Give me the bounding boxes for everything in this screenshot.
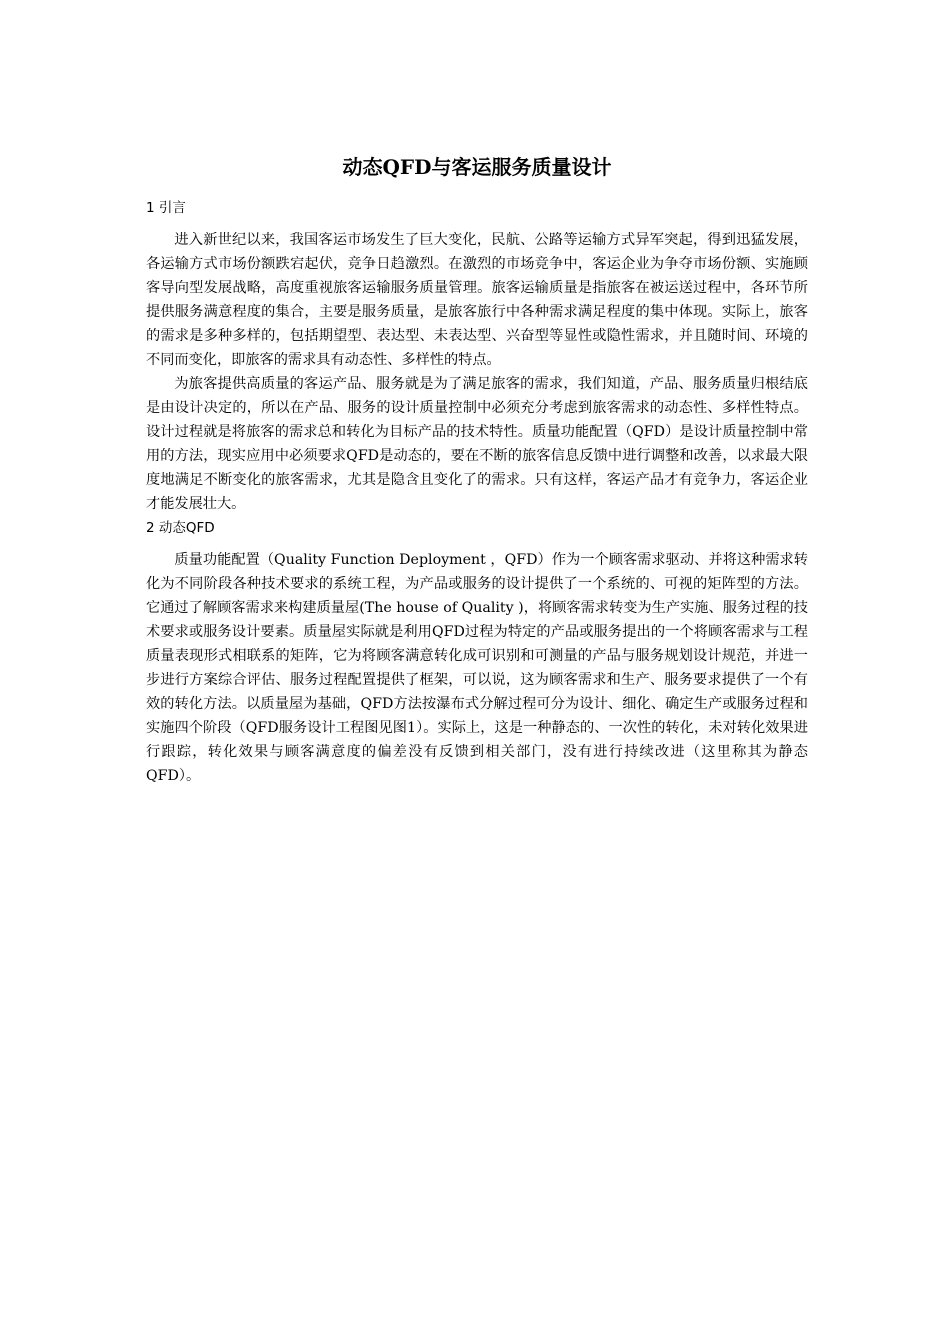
section-heading: 1 引言 — [146, 200, 186, 216]
section-dynamic-qfd — [146, 516, 808, 788]
section-heading: 2 动态QFD — [146, 520, 215, 536]
section-introduction — [146, 196, 808, 516]
document-page — [146, 150, 808, 788]
paragraph: 进入新世纪以来，我国客运市场发生了巨大变化，民航、公路等运输方式异军突起，得到迅猛发展，各运输方式市场份额跌宕起伏，竞争日趋激烈。在激烈的市场竞争中，客运企业为争夺市场份额、实施顾客导向型发展战略，高度重视旅客运输服务质量管理。旅客运输质量是指旅客在被运送过程中，各环节所提供服务满意程度的集合，主要是服务质量，是旅客旅行中各种需求满足程度的集中体现。实际上，旅客的需求是多种多样的，包括期望型、表达型、未表达型、兴奋型等显性或隐性需求，并且随时间、环境的不同而变化，即旅客的需求具有动态性、多样性的特点。 — [146, 232, 808, 368]
paragraph: 质量功能配置（Quality Function Deployment ，QFD）作为一个顾客需求驱动、并将这种需求转化为不同阶段各种技术要求的系统工程，为产品或服务的设计提供了一个系统的、可视的矩阵型的方法。它通过了解顾客需求来构建质量屋(The house of Quality )，将顾客需求转变为生产实施、服务过程的技术要求或服务设计要素。质量屋实际就是利用QFD过程为特定的产品或服务提出的一个将顾客需求与工程质量表现形式相联系的矩阵，它为将顾客满意转化成可识别和可测量的产品与服务规划设计规范，并进一步进行方案综合评估、服务过程配置提供了框架，可以说，这为顾客需求和生产、服务要求提供了一个有效的转化方法。以质量屋为基础，QFD方法按瀑布式分解过程可分为设计、细化、确定生产或服务过程和实施四个阶段（QFD服务设计工程图见图1）。实际上，这是一种静态的、一次性的转化，未对转化效果进行跟踪，转化效果与顾客满意度的偏差没有反馈到相关部门，没有进行持续改进（这里称其为静态 QFD）。 — [146, 552, 808, 784]
document-title: 动态QFD与客运服务质量设计 — [342, 155, 612, 179]
paragraph: 为旅客提供高质量的客运产品、服务就是为了满足旅客的需求，我们知道，产品、服务质量归根结底是由设计决定的，所以在产品、服务的设计质量控制中必须充分考虑到旅客需求的动态性、多样性特点。设计过程就是将旅客的需求总和转化为目标产品的技术特性。质量功能配置（QFD）是设计质量控制中常用的方法，现实应用中必须要求QFD是动态的，要在不断的旅客信息反馈中进行调整和改善，以求最大限度地满足不断变化的旅客需求，尤其是隐含且变化了的需求。只有这样，客运产品才有竞争力，客运企业才能发展壮大。 — [146, 376, 808, 512]
